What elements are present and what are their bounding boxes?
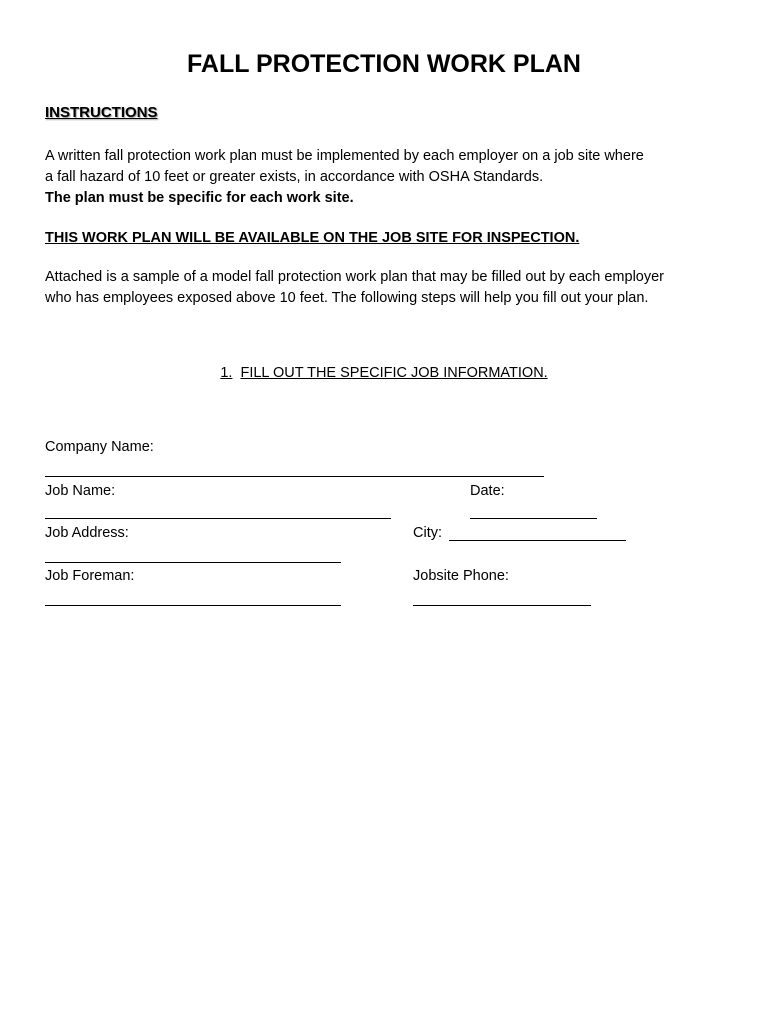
job-name-field[interactable] xyxy=(45,518,391,519)
job-address-label: Job Address: xyxy=(45,525,129,541)
city-field[interactable] xyxy=(449,540,626,541)
company-name-label: Company Name: xyxy=(45,439,154,455)
job-name-label: Job Name: xyxy=(45,483,116,499)
paragraph-line: Attached is a sample of a model fall protection work plan that may be filled out by each employer xyxy=(45,269,664,285)
instructions-heading: INSTRUCTIONS xyxy=(45,104,158,121)
company-name-field[interactable] xyxy=(45,476,544,477)
job-address-field[interactable] xyxy=(45,562,341,563)
city-label: City: xyxy=(413,525,442,541)
inspection-notice: THIS WORK PLAN WILL BE AVAILABLE ON THE JOB SITE FOR INSPECTION. xyxy=(45,230,580,246)
paragraph-line: A written fall protection work plan must be implemented by each employer on a job site where xyxy=(45,148,644,164)
paragraph-line: a fall hazard of 10 feet or greater exists, in accordance with OSHA Standards. xyxy=(45,169,544,185)
date-field[interactable] xyxy=(470,518,597,519)
job-foreman-label: Job Foreman: xyxy=(45,568,135,584)
paragraph-line: who has employees exposed above 10 feet. The following steps will help you fill out your plan. xyxy=(45,290,649,306)
page-title: FALL PROTECTION WORK PLAN xyxy=(187,50,581,78)
jobsite-phone-label: Jobsite Phone: xyxy=(413,568,509,584)
job-foreman-field[interactable] xyxy=(45,605,341,606)
step-heading xyxy=(0,365,768,381)
step-text: FILL OUT THE SPECIFIC JOB INFORMATION. xyxy=(240,365,548,381)
paragraph-bold-line: The plan must be specific for each work site. xyxy=(45,190,354,206)
jobsite-phone-field[interactable] xyxy=(413,605,591,606)
date-label: Date: xyxy=(470,483,505,499)
step-number: 1. xyxy=(220,365,233,381)
